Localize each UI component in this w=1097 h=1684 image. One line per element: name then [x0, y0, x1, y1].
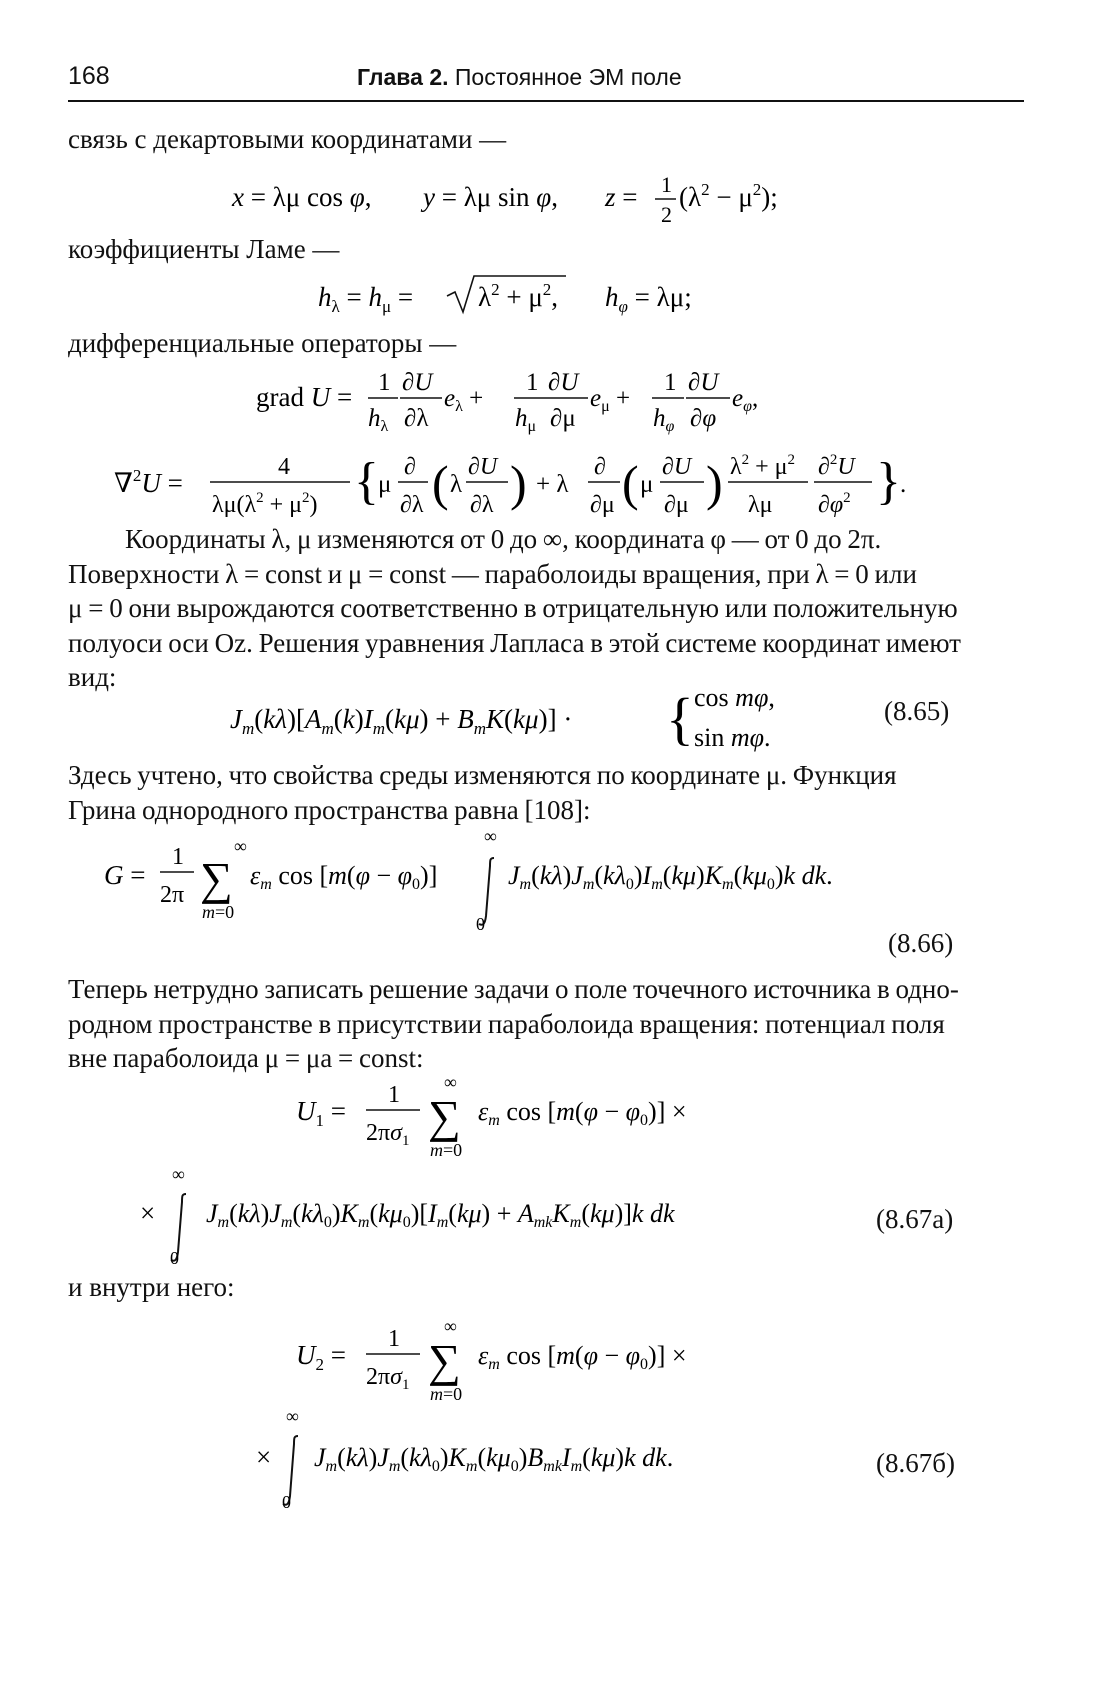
svg-text:εm cos [m(φ − φ0)] ×: εm cos [m(φ − φ0)] × — [478, 1097, 687, 1129]
svg-text:εm cos [m(φ − φ0)]: εm cos [m(φ − φ0)] — [250, 861, 438, 893]
svg-text:λμ: λμ — [748, 492, 773, 518]
svg-text:∂U: ∂U — [662, 454, 692, 480]
svg-text:U2 =: $U_2$ = — [296, 1340, 346, 1374]
svg-text:∂U: ∂U — [548, 369, 579, 396]
svg-text:grad U =: grad U = — [256, 382, 353, 412]
equation-u1-line1 — [0, 1068, 1097, 1168]
equation-number-865: (8.65) — [884, 696, 950, 726]
equation-lame — [0, 262, 1097, 322]
svg-text:eμ +: $e_\mu$ + — [590, 385, 631, 415]
svg-text:m=0: m=0 — [202, 902, 235, 922]
svg-text:sin mφ.: sin mφ. — [694, 723, 771, 752]
svg-text:×: × — [140, 1198, 156, 1228]
svg-text:(λ2 − μ2);: $(\lambda^2 - \mu^2)$; — [679, 180, 778, 212]
svg-text:U1 =: $U_1$ = — [296, 1096, 346, 1130]
equation-number-867b: (8.67б) — [876, 1448, 955, 1478]
svg-text:∂U: ∂U — [402, 369, 433, 396]
svg-text:1: 1 — [664, 369, 677, 396]
svg-text:∞: ∞ — [484, 826, 497, 846]
svg-text:Jm(kλ)Jm(kλ0)Km(kμ0)BmkIm(kμ)k: Jm(kλ)Jm(kλ0)Km(kμ0)BmkIm(kμ)k dk. — [314, 1443, 674, 1475]
svg-text:λμ(λ2 + μ2): $\lambda\mu(\lambda^2 + \mu^2)$ — [212, 490, 318, 518]
page-header — [68, 58, 1024, 102]
svg-text:λ2 + μ2,: $\lambda^2 + \mu^2$, — [478, 280, 559, 312]
p6-line-1: Теперь нетрудно записать решение задачи о поле точечного источника в одно- — [68, 974, 959, 1004]
svg-text:εm cos [m(φ − φ0)] ×: εm cos [m(φ − φ0)] × — [478, 1341, 687, 1373]
svg-text:λ: λ — [450, 471, 463, 498]
p5-line-1: Здесь учтено, что свойства среды изменяются по координате μ. Функция — [68, 760, 897, 790]
svg-text:.: . — [900, 471, 907, 498]
svg-text:∂λ: ∂λ — [470, 492, 494, 518]
svg-text:1: 1 — [388, 1326, 400, 1352]
svg-text:Jm(kλ)[Am(k)Im(kμ) + BmK(kμ)]: $J_m(k\lambda)[A_m(k)I_m(k\mu) + B_mK(k\mu)]$ · — [230, 704, 573, 738]
p4-line-4: полуоси оси Oz. Решения уравнения Лапласа в этой системе координат имеют — [68, 627, 961, 658]
svg-text:): ) — [706, 455, 723, 511]
svg-text:(: ( — [622, 455, 639, 511]
svg-text:2π: 2π — [160, 882, 185, 908]
svg-text:1: 1 — [661, 172, 672, 197]
svg-text:0: 0 — [170, 1248, 179, 1268]
p4-line-1: Координаты λ, μ изменяются от 0 до ∞, координата φ — от 0 до 2π. — [125, 524, 882, 554]
svg-text:Jm(kλ)Jm(kλ0)Im(kμ)Km(kμ0)k dk: Jm(kλ)Jm(kλ0)Im(kμ)Km(kμ0)k dk. — [508, 861, 833, 893]
svg-text:∂: ∂ — [404, 454, 416, 480]
svg-text:hφ: $h_\varphi$ — [653, 405, 675, 435]
svg-text:G =: G = — [104, 860, 146, 890]
equation-green — [0, 820, 1097, 940]
svg-text:∂: ∂ — [594, 454, 606, 480]
svg-text:∂μ: ∂μ — [664, 492, 689, 518]
text-inside: и внутри него: — [68, 1272, 235, 1302]
svg-text:×: × — [256, 1442, 272, 1472]
p5-line-2: Грина однородного пространства равна [108]: — [68, 794, 591, 825]
svg-text:∑: ∑ — [428, 1091, 461, 1142]
svg-text:∂φ: ∂φ — [690, 405, 717, 432]
svg-text:hλ = hμ =: $h_\lambda = h_\mu$ = — [318, 282, 414, 316]
text-lame-intro: коэффициенты Ламе — — [68, 234, 340, 264]
svg-text:}: } — [876, 453, 901, 510]
svg-text:∞: ∞ — [234, 836, 247, 856]
svg-text:μ: μ — [378, 471, 392, 498]
svg-text:∂μ: ∂μ — [590, 492, 615, 518]
svg-text:eλ +: $e_\lambda$ + — [444, 385, 484, 415]
svg-text:1: 1 — [172, 844, 184, 870]
svg-text:1: 1 — [378, 369, 391, 396]
text-cartesian-intro: связь с декартовыми координатами — — [68, 124, 507, 154]
svg-text:∞: ∞ — [444, 1316, 457, 1336]
svg-text:(: ( — [432, 455, 449, 511]
svg-text:1: 1 — [526, 369, 539, 396]
p4-line-2: Поверхности λ = const и μ = const — параболоиды вращения, при λ = 0 или — [68, 558, 917, 589]
equation-laplacian — [0, 440, 1097, 524]
svg-text:2: 2 — [661, 202, 672, 227]
text-problem-statement — [68, 972, 1024, 1076]
svg-text:{: { — [666, 686, 694, 751]
equation-cartesian — [0, 150, 1097, 230]
svg-text:2πσ1: $2\pi\sigma_1$ — [366, 1120, 410, 1149]
chapter-title: Постоянное ЭМ поле — [454, 64, 682, 90]
text-green-intro — [68, 758, 1024, 827]
svg-text:∂U: ∂U — [688, 369, 719, 396]
running-title — [357, 64, 682, 91]
p6-line-3: вне параболоида μ = μa = const: — [68, 1043, 424, 1073]
svg-text:4: 4 — [278, 454, 290, 480]
svg-text:{: { — [354, 453, 379, 510]
svg-text:0: 0 — [476, 914, 485, 934]
equation-number-866: (8.66) — [888, 928, 954, 958]
svg-text:x = λμ cos φ, y = λμ sin φ: x = λμ cos φ, y = λμ sin φ, z = — [232, 182, 638, 212]
text-coordinate-ranges — [68, 522, 1024, 695]
svg-text:∂2U: ∂$^2$U — [818, 452, 855, 480]
svg-text:1: 1 — [388, 1082, 400, 1108]
svg-text:Jm(kλ)Jm(kλ0)Km(kμ0)[Im(kμ) +: Jm(kλ)Jm(kλ0)Km(kμ0)[Im(kμ) + AmkKm(kμ)]k dk — [206, 1199, 675, 1231]
svg-text:hλ: $h_\lambda$ — [368, 405, 389, 435]
svg-text:∂μ: ∂μ — [550, 405, 576, 432]
svg-text:hμ: $h_\mu$ — [515, 405, 537, 435]
svg-text:∇2U =: ∇$^2$U = — [114, 466, 183, 498]
svg-text:∂λ: ∂λ — [404, 405, 429, 432]
equation-grad — [0, 358, 1097, 438]
svg-text:∞: ∞ — [286, 1406, 299, 1426]
svg-text:∂λ: ∂λ — [400, 492, 424, 518]
svg-text:∑: ∑ — [200, 853, 233, 904]
svg-text:∂U: ∂U — [468, 454, 498, 480]
svg-text:2πσ1: $2\pi\sigma_1$ — [366, 1364, 410, 1393]
p4-line-5: вид: — [68, 662, 117, 692]
svg-text:∂φ2: $\partial\varphi^2$ — [818, 490, 851, 518]
svg-text:0: 0 — [282, 1492, 291, 1512]
svg-text:m=0: m=0 — [430, 1384, 463, 1404]
svg-text:hφ = λμ;: $h_\varphi = \lambda\mu$; — [605, 282, 692, 316]
svg-text:μ: μ — [640, 471, 654, 498]
svg-text:∑: ∑ — [428, 1335, 461, 1386]
svg-text:∞: ∞ — [444, 1072, 457, 1092]
page-number: 168 — [68, 62, 110, 90]
equation-number-867a: (8.67а) — [876, 1204, 954, 1234]
text-operators-intro: дифференциальные операторы — — [68, 328, 457, 358]
svg-text:m=0: m=0 — [430, 1140, 463, 1160]
svg-text:∞: ∞ — [172, 1164, 185, 1184]
chapter-label: Глава 2. — [357, 64, 449, 90]
p6-line-2: родном пространстве в присутствии параболоида вращения: потенциал поля — [68, 1008, 945, 1039]
svg-text:λ2 + μ2: $\lambda^2 + \mu^2$ — [730, 452, 796, 480]
svg-text:+ λ: + λ — [536, 471, 569, 498]
p4-line-3: μ = 0 они вырождаются соответственно в отрицательную или положительную — [68, 593, 958, 623]
svg-text:): ) — [510, 455, 527, 511]
equation-u2-line1 — [0, 1312, 1097, 1412]
svg-text:eφ,: $e_\varphi$, — [732, 385, 759, 415]
svg-text:cos mφ,: cos mφ, — [694, 683, 775, 712]
